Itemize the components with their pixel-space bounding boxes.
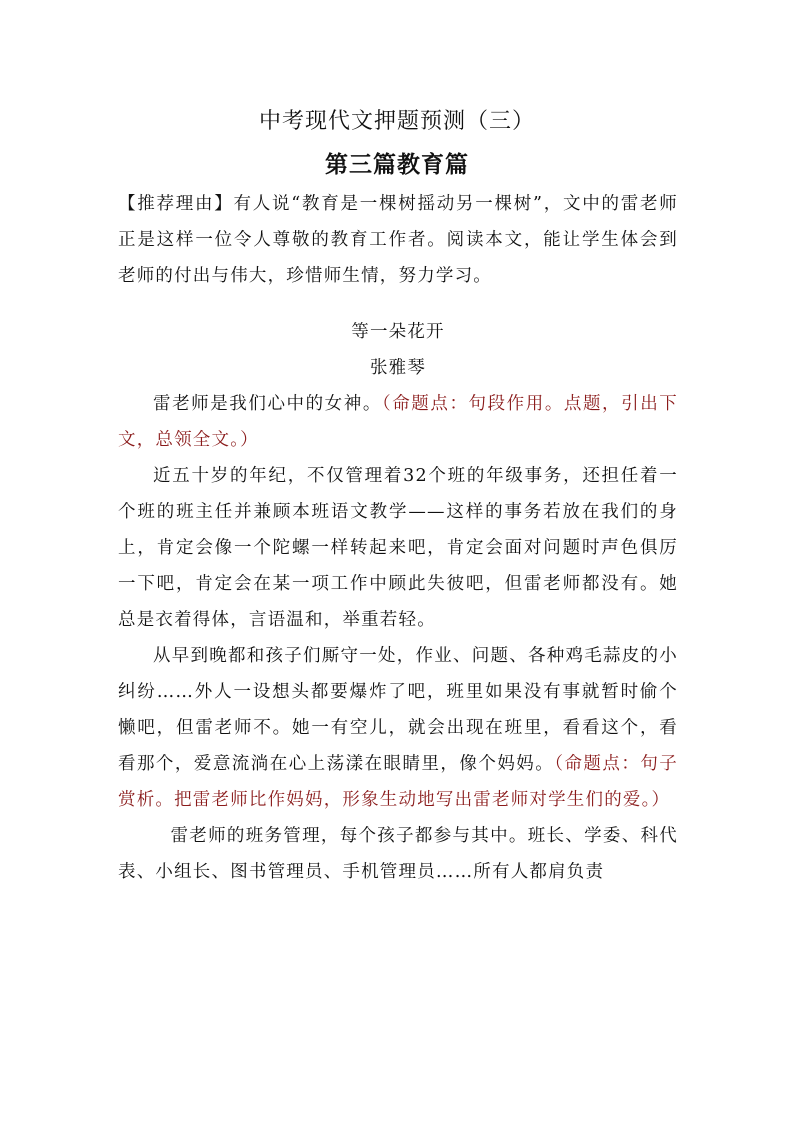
- paragraph-4-text: 雷老师的班务管理，每个孩子都参与其中。班长、学委、科代表、小组长、图书管理员、手机管理员……所有人都肩负责: [118, 826, 678, 882]
- document-title: 中考现代文押题预测（三）: [258, 109, 535, 134]
- story-body: [118, 314, 678, 890]
- paragraph-2-text: 近五十岁的年纪，不仅管理着32个班的年级事务，还担任着一个班的班主任并兼顾本班语文教学——这样的事务若放在我们的身上，肯定会像一个陀螺一样转起来吧，肯定会面对问题时声色俱厉一下吧，肯定会在某一项工作中顾此失彼吧，但雷老师都没有。她总是衣着得体，言语温和，举重若轻。: [118, 466, 678, 630]
- paragraph-4: [118, 818, 678, 890]
- paragraph-1-note: （命题点：句段作用。点题，引出下文，总领全文。）: [118, 394, 678, 450]
- paragraph-1: [118, 386, 678, 458]
- story-author: 张雅琴: [369, 358, 427, 378]
- reason-paragraph: 【推荐理由】有人说“教育是一棵树摇动另一棵树”，文中的雷老师正是这样一位令人尊敬的教育工作者。阅读本文，能让学生体会到老师的付出与伟大，珍惜师生情，努力学习。: [118, 194, 678, 286]
- paragraph-3: [118, 638, 678, 818]
- document-subtitle: 第三篇教育篇: [325, 151, 469, 178]
- paragraph-1-text: 雷老师是我们心中的女神。: [153, 394, 382, 414]
- paragraph-3-note: （命题点：句子赏析。把雷老师比作妈妈，形象生动地写出雷老师对学生们的爱。）: [118, 754, 678, 810]
- paragraph-2: [118, 458, 678, 638]
- story-title: 等一朵花开: [351, 322, 445, 342]
- paragraph-3-text: 从早到晚都和孩子们厮守一处，作业、问题、各种鸡毛蒜皮的小纠纷……外人一设想头都要爆炸了吧，班里如果没有事就暂时偷个懒吧，但雷老师不。她一有空儿，就会出现在班里，看看这个，看看那个，爱意流淌在心上荡漾在眼睛里，像个妈妈。: [118, 646, 678, 774]
- recommendation-reason: [118, 186, 678, 294]
